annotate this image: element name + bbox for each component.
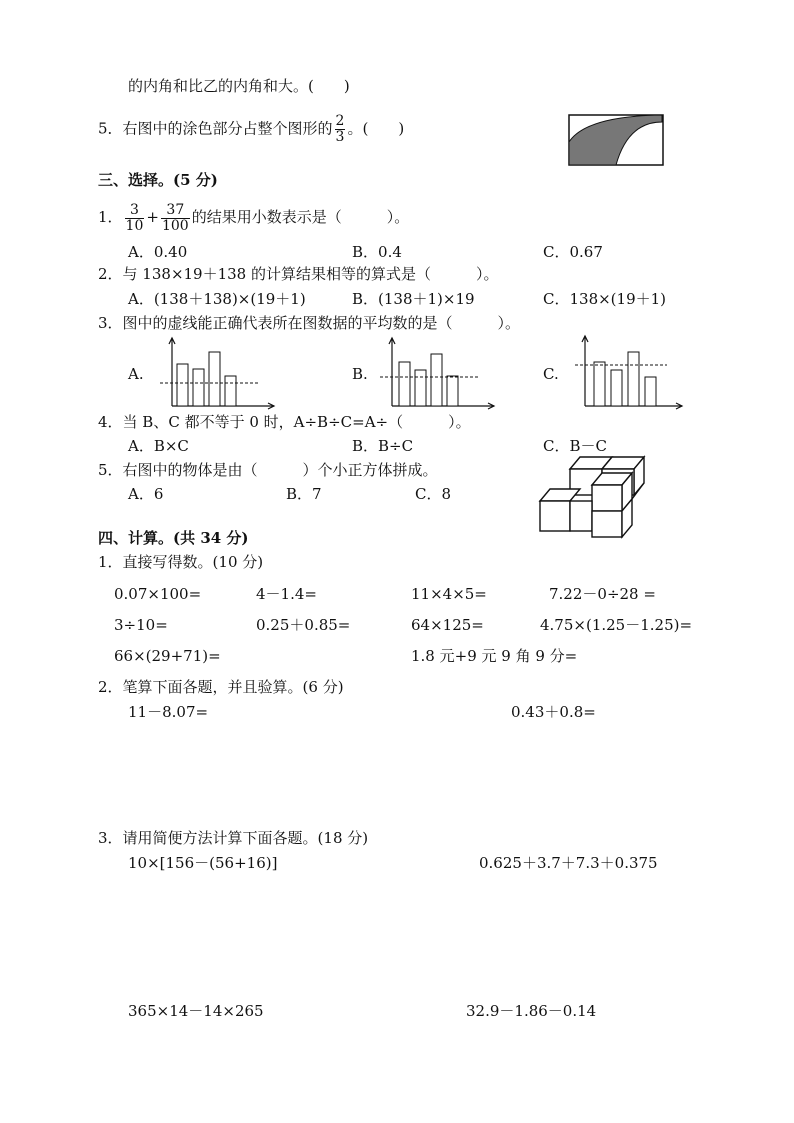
choice-q3: 3．图中的虚线能正确代表所在图数据的平均数的是（ ）。 (98, 314, 521, 332)
choice-q2: 2．与 138×19＋138 的计算结果相等的算式是（ ）。 (98, 265, 499, 283)
oral-calc-item: 4.75×(1.25－1.25)= (540, 616, 693, 634)
fraction (161, 203, 190, 234)
written-calc-item: 0.43＋0.8= (511, 703, 596, 721)
plus-sign: + (146, 208, 159, 226)
option-c: C．8 (415, 485, 452, 503)
option-a: A．(138＋138)×(19＋1) (128, 290, 306, 308)
q1-number: 1． (98, 208, 123, 226)
oral-calc-item: 7.22－0÷28 = (549, 585, 656, 603)
option-a: A. (128, 365, 144, 383)
choice-q5: 5．右图中的物体是由（ ）个小正方体拼成。 (98, 461, 438, 479)
option-b: B．0.4 (352, 243, 402, 261)
option-b: B．7 (286, 485, 322, 503)
option-c: C．B－C (543, 437, 607, 455)
oral-calc-item: 66×(29+71)= (114, 647, 221, 665)
subsection-title: 3．请用简便方法计算下面各题。(18 分) (98, 829, 369, 847)
option-c: C. (543, 365, 559, 383)
option-c: C．0.67 (543, 243, 603, 261)
fraction-denominator: 100 (161, 217, 189, 234)
option-b: B. (352, 365, 368, 383)
fraction-denominator: 10 (125, 217, 144, 234)
fraction-numerator: 3 (125, 203, 145, 219)
option-a: A．6 (128, 485, 164, 503)
subsection-title: 1．直接写得数。(10 分) (98, 553, 264, 571)
q5-prefix: 5．右图中的涂色部分占整个图形的 (98, 119, 333, 138)
oral-calc-item: 3÷10= (114, 616, 168, 634)
cube-stack-figure (536, 435, 662, 539)
option-a: A．0.40 (128, 243, 188, 261)
fraction-numerator: 2 (335, 113, 345, 129)
oral-calc-item: 11×4×5= (411, 585, 487, 603)
simplify-calc-item: 365×14－14×265 (128, 1002, 264, 1020)
q5-suffix: 。( ) (347, 119, 405, 138)
option-b: B．(138＋1)×19 (352, 290, 475, 308)
section-title: 三、选择。(5 分) (98, 171, 218, 189)
bar-chart-a (158, 336, 278, 408)
bar-chart-c (571, 334, 685, 408)
fraction-numerator: 37 (161, 203, 190, 219)
oral-calc-item: 0.25＋0.85= (256, 616, 351, 634)
oral-calc-item: 1.8 元+9 元 9 角 9 分= (411, 647, 578, 665)
fraction (335, 114, 346, 145)
fraction (125, 203, 145, 234)
question-continuation: 的内角和比乙的内角和大。( ) (128, 77, 350, 95)
choice-q4: 4．当 B、C 都不等于 0 时，A÷B÷C=A÷（ ）。 (98, 413, 471, 431)
oral-calc-item: 4－1.4= (256, 585, 317, 603)
fraction-denominator: 3 (335, 129, 345, 145)
q1-text: 的结果用小数表示是（ ）。 (191, 208, 410, 226)
simplify-calc-item: 32.9－1.86－0.14 (466, 1002, 597, 1020)
shaded-region-figure (568, 114, 664, 166)
oral-calc-item: 64×125= (411, 616, 484, 634)
choice-q1 (98, 202, 409, 234)
simplify-calc-item: 10×[156－(56+16)] (128, 854, 278, 872)
oral-calc-item: 0.07×100= (114, 585, 202, 603)
simplify-calc-item: 0.625＋3.7＋7.3＋0.375 (479, 854, 658, 872)
q5-fill-question (98, 114, 404, 145)
bar-chart-b (378, 336, 498, 408)
option-a: A．B×C (128, 437, 189, 455)
option-b: B．B÷C (352, 437, 414, 455)
section-title: 四、计算。(共 34 分) (98, 529, 249, 547)
option-c: C．138×(19＋1) (543, 290, 667, 308)
written-calc-item: 11－8.07= (128, 703, 209, 721)
subsection-title: 2．笔算下面各题，并且验算。(6 分) (98, 678, 344, 696)
